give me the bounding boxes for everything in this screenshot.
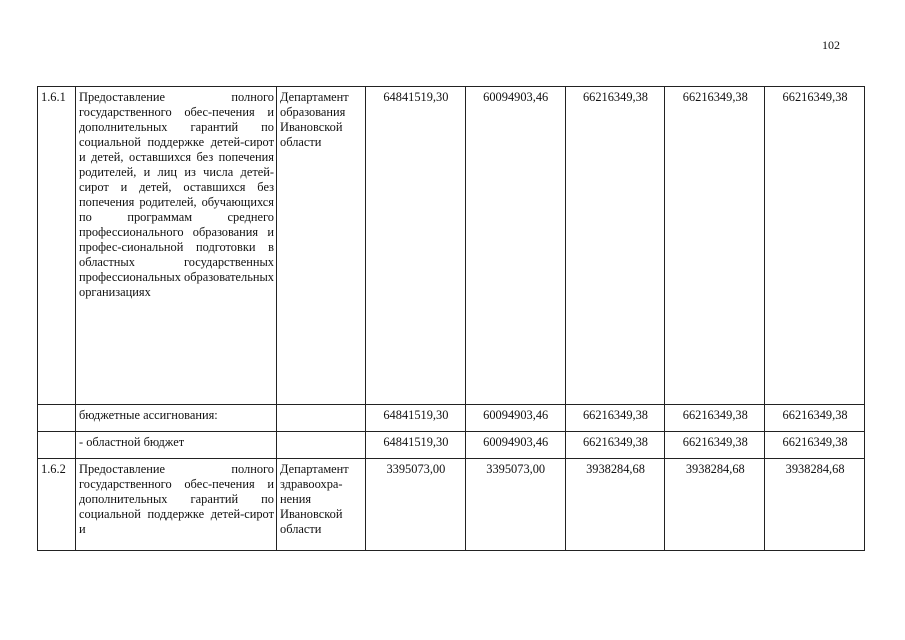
page-number: 102 <box>822 38 840 52</box>
table-row <box>38 459 865 551</box>
row-name: бюджетные ассигнования: <box>76 405 277 432</box>
row-value: 66216349,38 <box>665 432 765 459</box>
row-value: 60094903,46 <box>465 432 565 459</box>
row-code: 1.6.2 <box>38 459 76 551</box>
row-value: 60094903,46 <box>465 405 565 432</box>
row-value: 60094903,46 <box>465 87 565 405</box>
table-row <box>38 87 865 405</box>
row-value: 64841519,30 <box>366 432 466 459</box>
row-value: 3938284,68 <box>665 459 765 551</box>
row-value: 66216349,38 <box>765 405 865 432</box>
row-value: 64841519,30 <box>366 87 466 405</box>
budget-table <box>37 86 865 551</box>
row-department: Департамент образования Ивановской области <box>277 87 366 405</box>
row-name: - областной бюджет <box>76 432 277 459</box>
row-value: 66216349,38 <box>765 432 865 459</box>
row-value: 66216349,38 <box>765 87 865 405</box>
row-department: Департамент здравоохра-нения Ивановской области <box>277 459 366 551</box>
row-name: Предоставление полного государственного обес-печения и дополнительных гарантий по социальной поддержке детей-сирот и <box>76 459 277 551</box>
table-row <box>38 432 865 459</box>
row-code <box>38 432 76 459</box>
row-value: 66216349,38 <box>565 405 665 432</box>
row-value: 66216349,38 <box>665 87 765 405</box>
row-value: 66216349,38 <box>565 432 665 459</box>
row-name: Предоставление полного государственного обес-печения и дополнительных гарантий по социальной поддержке детей-сирот и детей, оставшихся без попечения родителей, и лиц из числа детей-сирот и детей, оставшихся без попечения родителей, обучающихся по программам среднего профессионального образования и профес-сиональной подготовки в областных государственных профессиональных образовательных организациях <box>76 87 277 405</box>
row-value: 3938284,68 <box>565 459 665 551</box>
row-department <box>277 405 366 432</box>
row-value: 66216349,38 <box>665 405 765 432</box>
row-value: 3395073,00 <box>366 459 466 551</box>
row-code <box>38 405 76 432</box>
row-code: 1.6.1 <box>38 87 76 405</box>
row-value: 3395073,00 <box>465 459 565 551</box>
table-row <box>38 405 865 432</box>
row-value: 66216349,38 <box>565 87 665 405</box>
row-value: 64841519,30 <box>366 405 466 432</box>
row-department <box>277 432 366 459</box>
row-value: 3938284,68 <box>765 459 865 551</box>
